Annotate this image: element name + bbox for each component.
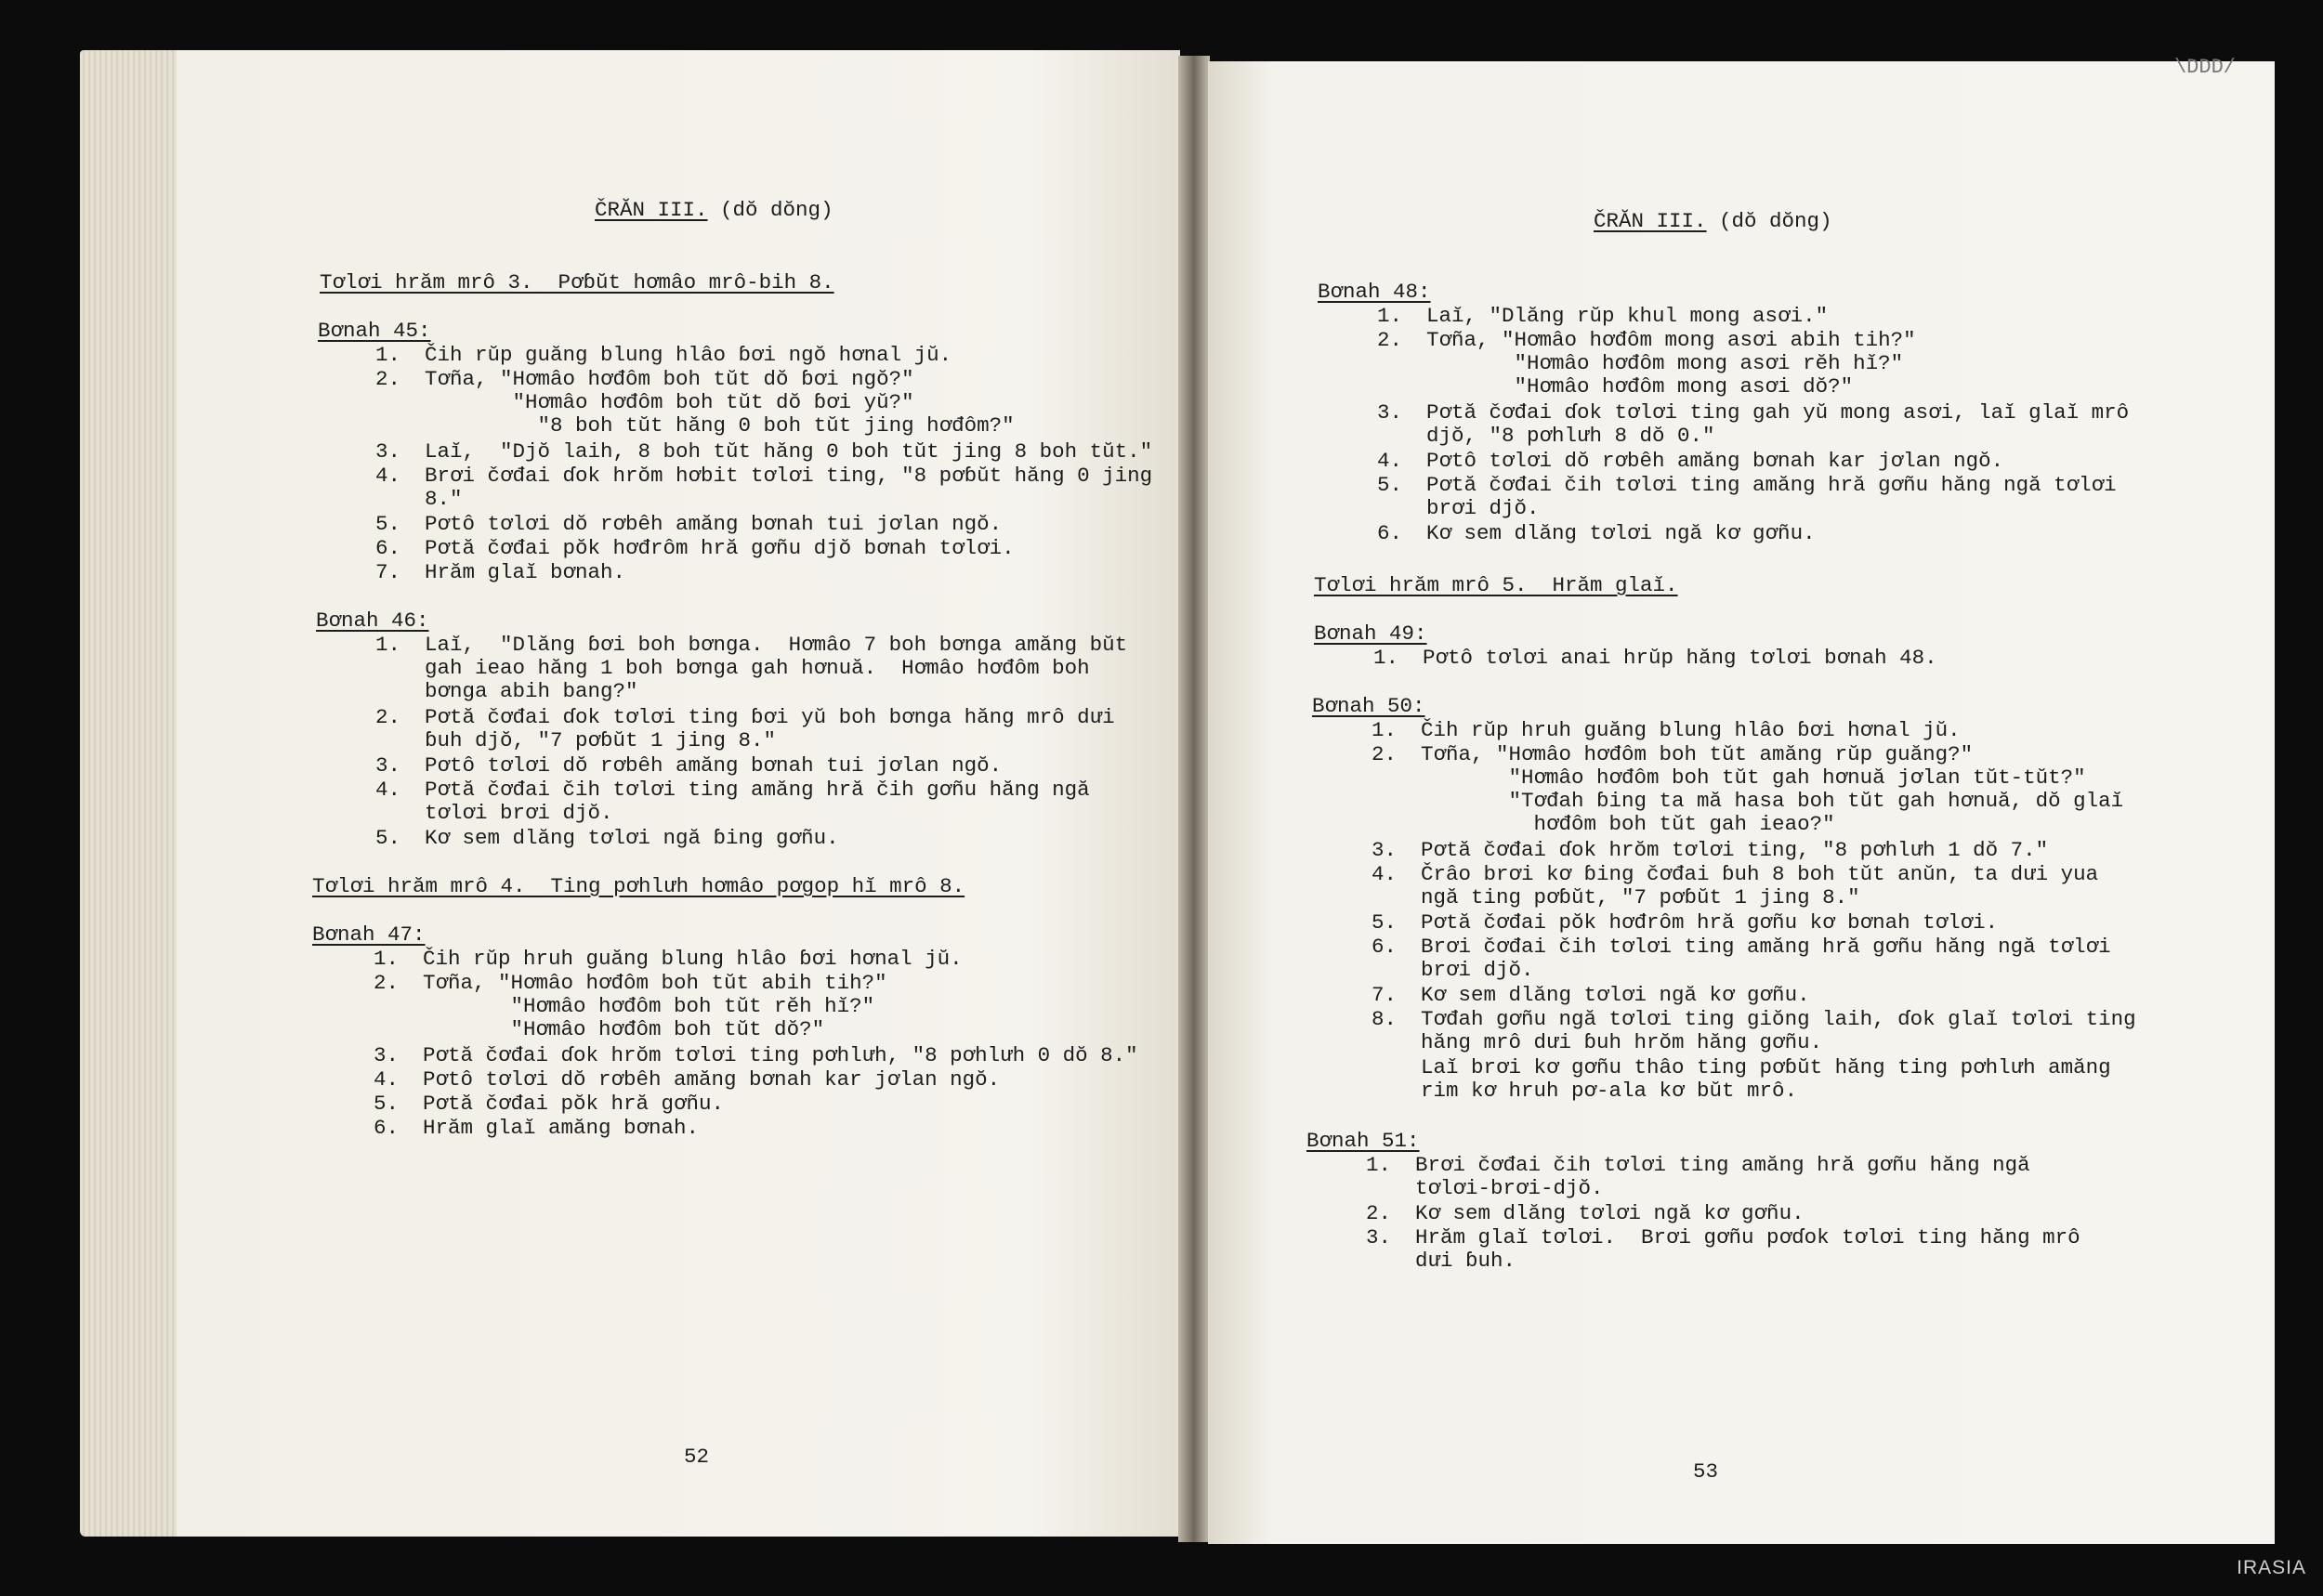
lesson-5-header: Tơlơi hrăm mrô 5. Hrăm glaĭ. (1314, 573, 1678, 597)
section-title-49: Bơnah 49: (1314, 621, 1427, 646)
item-number: 4. (375, 464, 401, 488)
item-line: Kơ sem dlăng tơlơi ngă kơ gơñu. (1421, 983, 1810, 1007)
item-number: 3. (375, 439, 401, 464)
item-line: Pơtă čơđai ɗok tơlơi ting ɓơi yŭ boh bơnga hăng mrô dưi (425, 705, 1115, 729)
item-line: Pơtă čơđai ɗok tơlơi ting gah yŭ mong asơi, laĭ glaĭ mrô (1426, 400, 2130, 425)
lesson-3-header: Tơlơi hrăm mrô 3. Pơɓŭt hơmâo mrô-bih 8. (320, 270, 834, 294)
item-number: 2. (374, 971, 400, 995)
item-line: Tơña, "Hơmâo hơđôm boh tŭt dŏ ɓơi ngŏ?" (425, 367, 914, 391)
item-number: 6. (1371, 935, 1398, 959)
item-line: 8." (425, 487, 463, 511)
item-number: 6. (374, 1116, 400, 1140)
item-line: Kơ sem dlăng tơlơi ngă ɓing gơñu. (425, 826, 839, 850)
chapter-heading-right: ČRĂN III. (dŏ dŏng) (1594, 209, 1832, 233)
item-line: gah ieao hăng 1 boh bơnga gah hơnuă. Hơmâo hơđôm boh (425, 656, 1090, 680)
item-number: 3. (374, 1043, 400, 1067)
item-line: hăng mrô dưi ɓuh hrŏm hăng gơñu. (1421, 1030, 1823, 1054)
item-number: 2. (1366, 1201, 1392, 1225)
item-line: Pơtă čơđai pŏk hră gơñu. (423, 1092, 725, 1116)
left-page (177, 50, 1180, 1537)
item-number: 3. (1366, 1225, 1392, 1249)
item-line: "Hơmâo hơđôm boh tŭt rĕh hĭ?" (423, 994, 875, 1018)
item-number: 1. (1366, 1153, 1392, 1177)
item-line: Pơtă čơđai ɗok hrŏm tơlơi ting pơhlưh, "8 pơhlưh 0 dŏ 8." (423, 1043, 1138, 1067)
page-number-left: 52 (684, 1445, 710, 1469)
item-line: Laĭ, "Dlăng ɓơi boh bơnga. Hơmâo 7 boh bơnga amăng bŭt (425, 633, 1128, 657)
item-line: "Tơđah ɓing ta mă hasa boh tŭt gah hơnuă, dŏ glaĭ (1421, 789, 2124, 813)
item-line: Čih rŭp hruh guăng blung hlâo ɓơi hơnal jŭ. (1421, 718, 1961, 742)
book-gutter (1178, 56, 1210, 1542)
item-line: ɓuh djŏ, "7 pơɓŭt 1 jing 8." (425, 728, 777, 752)
item-line: Pơtô tơlơi dŏ rơbêh amăng bơnah tui jơlan ngŏ. (425, 512, 1003, 536)
item-number: 3. (1371, 838, 1398, 862)
item-number: 2. (375, 367, 401, 391)
item-number: 1. (1371, 718, 1398, 742)
corner-mark: \DDD/ (2173, 56, 2236, 79)
item-line: Črâo brơi kơ ɓing čơđai ɓuh 8 boh tŭt anŭn, ta dưi yua (1421, 862, 2099, 886)
section-title-48: Bơnah 48: (1318, 280, 1431, 304)
item-line: Kơ sem dlăng tơlơi ngă kơ gơñu. (1415, 1201, 1805, 1225)
item-number: 5. (374, 1092, 400, 1116)
item-line: ngă ting pơɓŭt, "7 pơɓŭt 1 jing 8." (1421, 885, 1860, 909)
item-line: Tơđah gơñu ngă tơlơi ting giŏng laih, ɗok glaĭ tơlơi ting (1421, 1007, 2136, 1031)
item-line: tơlơi-brơi-djŏ. (1415, 1176, 1604, 1200)
item-number: 3. (1377, 400, 1403, 425)
item-line: "Hơmâo hơđôm mong asơi rĕh hĭ?" (1426, 351, 1904, 375)
item-number: 1. (1377, 304, 1403, 328)
item-line: Hrăm glaĭ tơlơi. Brơi gơñu pơɗok tơlơi ting hăng mrô (1415, 1225, 2080, 1249)
item-line: Pơtă čơđai čih tơlơi ting amăng hră čih gơñu hăng ngă (425, 778, 1090, 802)
item-number: 1. (1373, 646, 1399, 670)
item-number: 5. (375, 512, 401, 536)
item-number: 4. (375, 778, 401, 802)
item-line: Pơtă čơđai pŏk hơđrôm hră gơñu djŏ bơnah tơlơi. (425, 536, 1015, 560)
item-line: Brơi čơđai čih tơlơi ting amăng hră gơñu hăng ngă tơlơi (1421, 935, 2111, 959)
item-line: tơlơi brơi djŏ. (425, 801, 613, 825)
item-line: Pơtă čơđai ɗok hrŏm tơlơi ting, "8 pơhlưh 1 dŏ 7." (1421, 838, 2049, 862)
item-line: "Hơmâo hơđôm boh tŭt gah hơnuă jơlan tŭt-tŭt?" (1421, 765, 2086, 790)
item-number: 4. (1377, 449, 1403, 473)
item-number: 1. (374, 947, 400, 971)
item-line: Pơtă čơđai čih tơlơi ting amăng hră gơñu hăng ngă tơlơi (1426, 473, 2117, 497)
item-line: Brơi čơđai čih tơlơi ting amăng hră gơñu hăng ngă (1415, 1153, 2030, 1177)
item-number: 4. (1371, 862, 1398, 886)
right-page (1208, 56, 2275, 1544)
page-edges (80, 50, 182, 1537)
item-number: 1. (375, 633, 401, 657)
item-line: Čih rŭp hruh guăng blung hlâo ɓơi hơnal jŭ. (423, 947, 963, 971)
lesson-4-header: Tơlơi hrăm mrô 4. Ting pơhlưh hơmâo pơgop hĭ mrô 8. (312, 874, 965, 898)
item-number: 6. (375, 536, 401, 560)
item-line: "Hơmâo hơđôm mong asơi dŏ?" (1426, 374, 1854, 399)
item-line: Pơtô tơlơi dŏ rơbêh amăng bơnah kar jơlan ngŏ. (1426, 449, 2004, 473)
watermark: IRASIA (2237, 1557, 2306, 1578)
item-line: Pơtô tơlơi dŏ rơbêh amăng bơnah kar jơlan ngŏ. (423, 1067, 1001, 1092)
item-line: Laĭ, "Djŏ laih, 8 boh tŭt hăng 0 boh tŭt jing 8 boh tŭt." (425, 439, 1153, 464)
item-line: brơi djŏ. (1421, 958, 1534, 982)
section-title-46: Bơnah 46: (316, 608, 429, 633)
item-number: 7. (375, 560, 401, 584)
item-number: 6. (1377, 521, 1403, 545)
section-title-45: Bơnah 45: (318, 319, 431, 343)
item-line: Tơña, "Hơmâo hơđôm boh tŭt amăng rŭp guăng?" (1421, 742, 1974, 766)
page-number-right: 53 (1693, 1459, 1719, 1484)
item-line: "8 boh tŭt hăng 0 boh tŭt jing hơđôm?" (425, 413, 1015, 438)
item-line: Pơtô tơlơi anai hrŭp hăng tơlơi bơnah 48. (1423, 646, 1937, 670)
item-line: Hrăm glaĭ bơnah. (425, 560, 626, 584)
item-line: brơi djŏ. (1426, 496, 1540, 520)
item-number: 3. (375, 753, 401, 778)
item-line: Laĭ brơi kơ gơñu thâo ting pơɓŭt hăng ting pơhlưh amăng (1421, 1055, 2111, 1079)
item-line: "Hơmâo hơđôm boh tŭt dŏ ɓơi yŭ?" (425, 390, 914, 414)
item-line: "Hơmâo hơđôm boh tŭt dŏ?" (423, 1017, 825, 1041)
item-number: 1. (375, 343, 401, 367)
item-line: bơnga abih bang?" (425, 679, 638, 703)
item-number: 2. (375, 705, 401, 729)
item-line: dưi ɓuh. (1415, 1249, 1516, 1273)
item-number: 7. (1371, 983, 1398, 1007)
section-title-47: Bơnah 47: (312, 922, 426, 947)
item-line: djŏ, "8 pơhlưh 8 dŏ 0." (1426, 424, 1715, 448)
chapter-heading-left: ČRĂN III. (dŏ dŏng) (595, 198, 833, 222)
item-line: hơđôm boh tŭt gah ieao?" (1421, 812, 1835, 836)
item-line: Tơña, "Hơmâo hơđôm boh tŭt abih tih?" (423, 971, 887, 995)
item-number: 2. (1377, 328, 1403, 352)
item-number: 5. (1371, 910, 1398, 935)
item-line: Tơña, "Hơmâo hơđôm mong asơi abih tih?" (1426, 328, 1916, 352)
item-line: Hrăm glaĭ amăng bơnah. (423, 1116, 700, 1140)
item-line: Brơi čơđai ɗok hrŏm hơbit tơlơi ting, "8 pơɓŭt hăng 0 jing (425, 464, 1153, 488)
item-number: 5. (375, 826, 401, 850)
item-line: Laĭ, "Dlăng rŭp khul mong asơi." (1426, 304, 1829, 328)
item-number: 4. (374, 1067, 400, 1092)
item-line: Čih rŭp guăng blung hlâo ɓơi ngŏ hơnal jŭ. (425, 343, 952, 367)
item-line: rim kơ hruh pơ-ala kơ bŭt mrô. (1421, 1079, 1798, 1103)
item-line: Pơtô tơlơi dŏ rơbêh amăng bơnah tui jơlan ngŏ. (425, 753, 1003, 778)
item-line: Kơ sem dlăng tơlơi ngă kơ gơñu. (1426, 521, 1816, 545)
section-title-50: Bơnah 50: (1312, 694, 1425, 718)
item-number: 2. (1371, 742, 1398, 766)
section-title-51: Bơnah 51: (1306, 1129, 1420, 1153)
item-number: 8. (1371, 1007, 1398, 1031)
item-line: Pơtă čơđai pŏk hơđrôm hră gơñu kơ bơnah tơlơi. (1421, 910, 1999, 935)
item-number: 5. (1377, 473, 1403, 497)
